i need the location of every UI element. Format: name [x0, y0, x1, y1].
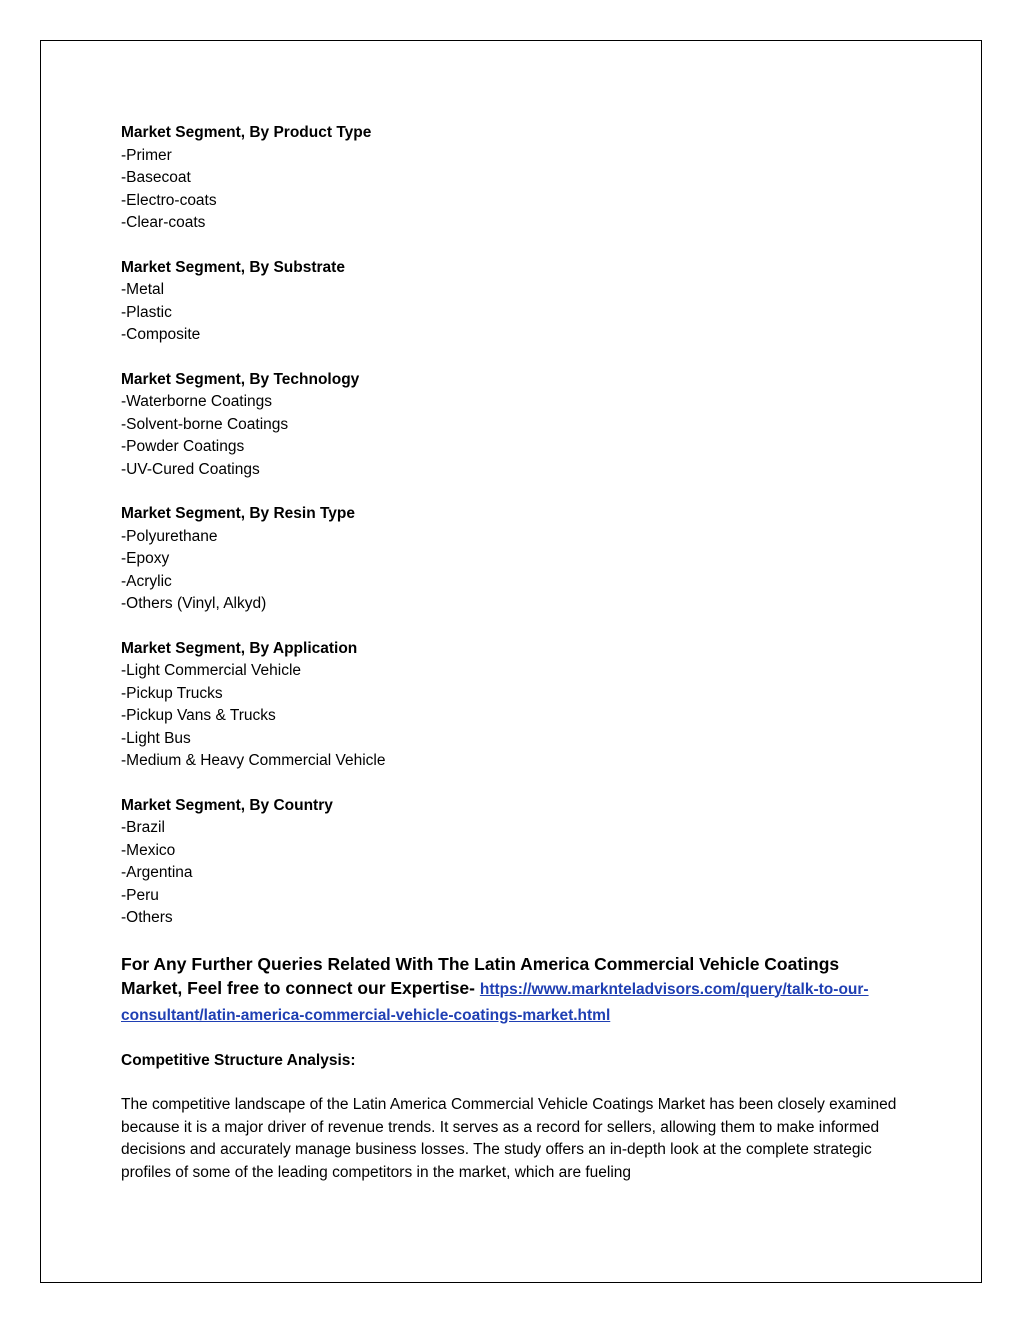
segment-item: -Clear-coats — [121, 214, 206, 231]
segment-item: -Peru — [121, 886, 159, 904]
segment-item: -Light Bus — [121, 729, 191, 747]
segment-item: -Powder Coatings — [121, 438, 245, 455]
competitive-paragraph: The competitive landscape of the Latin America Commercial Vehicle Coatings Market has been closely examined because it is a major driver of revenue trends. It serves as a record for sellers, allowing them to make informed decisions and accurately manage business losses. The study offers an in-depth look at the complete strategic profiles of some of the leading competitors in the market, which are fueling — [121, 1096, 897, 1181]
segment-item: -Others — [121, 909, 173, 926]
segment-item: -UV-Cured Coatings — [121, 460, 260, 478]
segment-item: -Pickup Trucks — [121, 684, 223, 702]
segment-heading: Market Segment, By Product Type — [121, 124, 372, 141]
market-segments — [121, 122, 901, 930]
cta-paragraph — [121, 952, 901, 1028]
segment-heading: Market Segment, By Substrate — [121, 258, 345, 276]
segment-section — [121, 638, 901, 773]
segment-item: -Primer — [121, 146, 172, 164]
segment-heading: Market Segment, By Country — [121, 796, 333, 814]
segment-item: -Others (Vinyl, Alkyd) — [121, 595, 267, 612]
segment-item: -Pickup Vans & Trucks — [121, 707, 276, 724]
segment-item: -Electro-coats — [121, 191, 217, 209]
segment-heading: Market Segment, By Application — [121, 639, 358, 657]
segment-item: -Basecoat — [121, 169, 191, 186]
segment-section — [121, 257, 901, 347]
segment-item: -Solvent-borne Coatings — [121, 415, 289, 433]
competitive-heading: Competitive Structure Analysis: — [121, 1051, 356, 1069]
page-content — [121, 122, 901, 1184]
segment-section — [121, 503, 901, 616]
segment-item: -Composite — [121, 326, 201, 343]
segment-section — [121, 369, 901, 482]
document-page — [40, 40, 982, 1283]
segment-item: -Metal — [121, 281, 165, 298]
consultant-link[interactable]: https://www.marknteladvisors.com/query/talk-to-our-consultant/latin-america-commercial-vehicle-coatings-market.html — [121, 980, 869, 1024]
segment-item: -Polyurethane — [121, 527, 218, 545]
segment-item: -Mexico — [121, 841, 176, 859]
segment-item: -Argentina — [121, 864, 193, 881]
segment-section — [121, 122, 901, 235]
cta-text: For Any Further Queries Related With The Latin America Commercial Vehicle Coatings Market, Feel free to connect our Expertise- — [121, 953, 840, 998]
segment-item: -Light Commercial Vehicle — [121, 662, 302, 679]
segment-item: -Medium & Heavy Commercial Vehicle — [121, 752, 386, 769]
segment-item: -Acrylic — [121, 572, 172, 590]
segment-section — [121, 795, 901, 930]
segment-item: -Waterborne Coatings — [121, 393, 273, 410]
segment-heading: Market Segment, By Technology — [121, 370, 360, 388]
segment-heading: Market Segment, By Resin Type — [121, 505, 356, 522]
segment-item: -Epoxy — [121, 550, 170, 567]
segment-item: -Brazil — [121, 819, 165, 836]
segment-item: -Plastic — [121, 303, 172, 321]
